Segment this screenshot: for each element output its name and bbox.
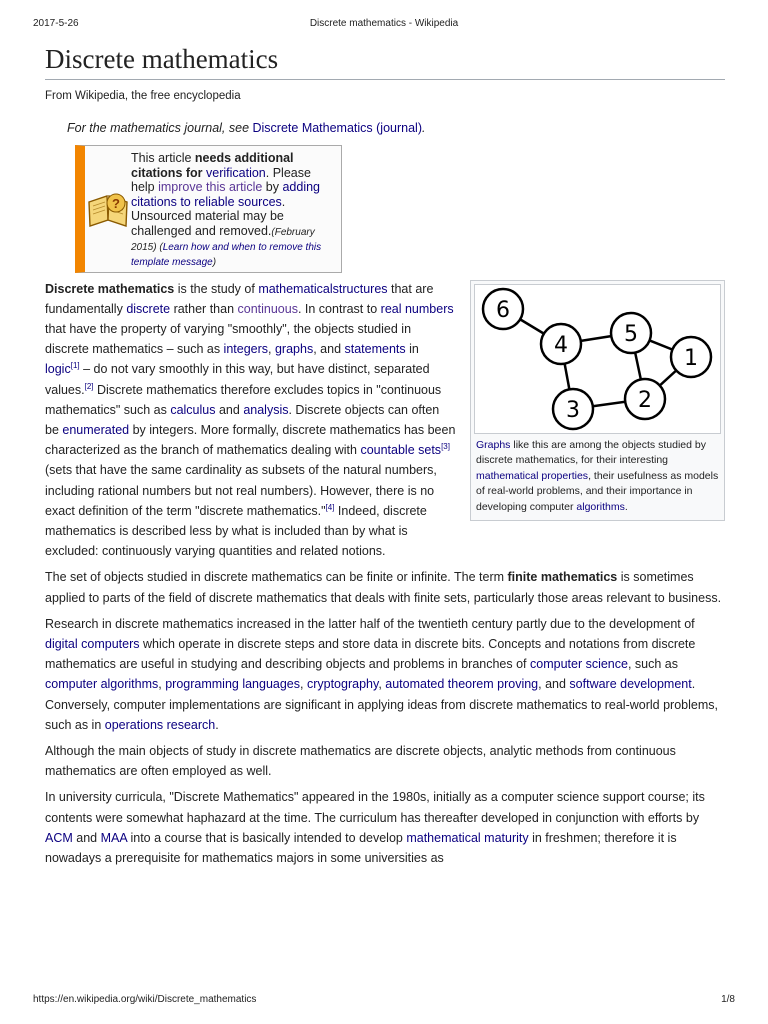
link-analysis[interactable]: analysis bbox=[243, 402, 289, 417]
link-real-numbers[interactable]: real numbers bbox=[380, 301, 454, 316]
link-statements[interactable]: statements bbox=[344, 342, 406, 357]
graph-image bbox=[474, 284, 721, 434]
paragraph-finite bbox=[45, 567, 725, 607]
ref-2[interactable]: [2] bbox=[84, 381, 94, 391]
print-date: 2017-5-26 bbox=[33, 18, 79, 29]
notice-paren: ( bbox=[156, 241, 163, 253]
paragraph-curricula bbox=[45, 787, 725, 868]
text: – do not vary smoothly in this way, but have distinct, separated values. bbox=[45, 362, 430, 397]
notice-paren-close: ) bbox=[212, 256, 217, 268]
text: In university curricula, "Discrete Mathematics" appeared in the 1980s, initially as a computer science support course; its contents were somewhat haphazard at the time. The curriculum has thereafter developed in conjunction with efforts by bbox=[45, 790, 705, 825]
remove-template-link[interactable]: Learn how and when to remove this template message bbox=[131, 241, 322, 268]
link-software-development[interactable]: software development bbox=[569, 677, 692, 692]
book-question-icon bbox=[85, 151, 131, 269]
text: rather than bbox=[170, 301, 238, 316]
node-label-2: 2 bbox=[638, 387, 652, 413]
verification-link[interactable]: verification bbox=[206, 165, 266, 180]
ref-4[interactable]: [4] bbox=[325, 502, 335, 512]
hatnote-suffix: . bbox=[422, 121, 426, 135]
adding-citations-link[interactable]: adding citations to reliable sources bbox=[131, 180, 321, 209]
text: , and bbox=[538, 677, 570, 692]
node-label-1: 1 bbox=[684, 345, 698, 371]
text: Discrete mathematics therefore excludes topics in "continuous mathematics" such as bbox=[45, 382, 442, 417]
link-mathematical-structures[interactable]: mathematicalstructures bbox=[258, 281, 388, 296]
print-footer bbox=[33, 994, 735, 1005]
text: . Conversely, computer implementations are significant in applying ideas from discrete mathematics to real-world problems, such as in bbox=[45, 677, 718, 732]
print-url: https://en.wikipedia.org/wiki/Discrete_mathematics bbox=[33, 994, 257, 1005]
article-body bbox=[45, 279, 725, 869]
node-label-3: 3 bbox=[566, 397, 580, 423]
graph-figure bbox=[470, 280, 725, 522]
text: , bbox=[268, 342, 275, 357]
print-title: Discrete mathematics - Wikipedia bbox=[309, 18, 459, 29]
hatnote-text: For the mathematics journal, see bbox=[67, 121, 253, 135]
link-operations-research[interactable]: operations research bbox=[104, 717, 216, 732]
caption-algorithms-link[interactable]: algorithms bbox=[576, 500, 625, 513]
notice-text-2: . Please help bbox=[131, 165, 311, 194]
text: . Discrete objects can often be bbox=[45, 402, 440, 437]
print-header bbox=[33, 18, 735, 29]
text: Research in discrete mathematics increased in the latter half of the twentieth century partly due to the development of bbox=[45, 616, 695, 631]
tagline: From Wikipedia, the free encyclopedia bbox=[45, 90, 241, 102]
graph-svg bbox=[475, 285, 720, 433]
link-digital-computers[interactable]: digital computers bbox=[45, 636, 140, 651]
notice-text-4: . Unsourced material may be challenged and removed. bbox=[131, 194, 286, 238]
link-maa[interactable]: MAA bbox=[100, 830, 127, 845]
node-label-5: 5 bbox=[624, 321, 638, 347]
print-page-number: 1/8 bbox=[721, 994, 735, 1005]
text: , and bbox=[313, 342, 345, 357]
link-calculus[interactable]: calculus bbox=[170, 402, 216, 417]
ref-1[interactable]: [1] bbox=[70, 361, 80, 371]
text: (sets that have the same cardinality as subsets of the natural numbers, including rational numbers but not real numbers). However, there is no exact definition of the term "discrete mathematics." bbox=[45, 463, 437, 518]
text: in bbox=[405, 342, 419, 357]
link-discrete[interactable]: discrete bbox=[126, 301, 171, 316]
link-integers[interactable]: integers bbox=[223, 342, 269, 357]
article bbox=[45, 40, 725, 874]
text: is the study of bbox=[174, 281, 259, 296]
node-label-4: 4 bbox=[554, 332, 568, 358]
node-label-6: 6 bbox=[496, 297, 510, 323]
ref-3[interactable]: [3] bbox=[441, 441, 450, 451]
link-mathematical-maturity[interactable]: mathematical maturity bbox=[406, 830, 529, 845]
link-logic[interactable]: logic bbox=[45, 362, 71, 377]
term-finite-mathematics: finite mathematics bbox=[507, 570, 618, 585]
text: , bbox=[158, 677, 166, 692]
link-automated-theorem-proving[interactable]: automated theorem proving bbox=[385, 677, 539, 692]
notice-text-3: by bbox=[262, 180, 283, 194]
text: Although the main objects of study in discrete mathematics are discrete objects, analytic methods from continuous mathematics are often employed as well. bbox=[45, 743, 676, 779]
text: by integers. More formally, discrete mathematics has been characterized as the branch of mathematics dealing with bbox=[45, 422, 456, 458]
text: that are fundamentally bbox=[45, 281, 434, 316]
caption-graphs-link[interactable]: Graphs bbox=[476, 438, 511, 451]
notice-text-1: This article bbox=[131, 151, 195, 165]
hatnote bbox=[67, 121, 725, 135]
text: The set of objects studied in discrete mathematics can be finite or infinite. The term bbox=[45, 570, 508, 585]
link-enumerated[interactable]: enumerated bbox=[62, 422, 130, 437]
text: in freshmen; therefore it is nowadays a prerequisite for mathematics majors in some universities as bbox=[45, 830, 677, 865]
text: , bbox=[300, 677, 307, 692]
notice-bold: needs additional citations for bbox=[131, 151, 294, 180]
text: . bbox=[215, 717, 219, 732]
text: . In contrast to bbox=[297, 301, 381, 316]
hatnote-link[interactable]: Discrete Mathematics (journal) bbox=[252, 121, 422, 135]
citation-notice bbox=[75, 145, 342, 273]
link-countable-sets[interactable]: countable sets bbox=[360, 443, 442, 458]
caption-text-1: like this are among the objects studied by discrete mathematics, for their interesting bbox=[476, 438, 706, 466]
text: into a course that is basically intended to develop bbox=[127, 830, 407, 845]
page-title: Discrete mathematics bbox=[45, 40, 725, 80]
link-graphs[interactable]: graphs bbox=[274, 342, 314, 357]
text: , bbox=[378, 677, 386, 692]
link-programming-languages[interactable]: programming languages bbox=[165, 677, 301, 692]
text: which operate in discrete steps and store data in discrete bits. Concepts and notations from discrete mathematics are useful in studying and describing objects and problems in branches of bbox=[45, 636, 696, 672]
term-bold: Discrete mathematics bbox=[45, 281, 175, 296]
text: that have the property of varying "smoothly", the objects studied in discrete mathematics – such as bbox=[45, 321, 412, 357]
paragraph-research bbox=[45, 614, 725, 735]
text: is sometimes applied to parts of the field of discrete mathematics that deals with finite sets, particularly those areas relevant to business. bbox=[45, 570, 722, 605]
text: and bbox=[215, 402, 244, 417]
text: and bbox=[72, 830, 101, 845]
caption-properties-link[interactable]: mathematical properties bbox=[476, 469, 589, 482]
svg-text:?: ? bbox=[112, 195, 120, 211]
figure-caption bbox=[474, 434, 721, 518]
text: Indeed, discrete mathematics is described less by what is included than by what is excluded: continuously varying quantities and related notions. bbox=[45, 503, 427, 559]
link-acm[interactable]: ACM bbox=[45, 830, 73, 845]
text: , such as bbox=[627, 657, 678, 672]
link-computer-algorithms[interactable]: computer algorithms bbox=[45, 677, 159, 692]
improve-article-link[interactable]: improve this article bbox=[158, 180, 263, 194]
caption-text-2: , their usefulness as models of real-world problems, and their importance in developing computer bbox=[476, 469, 719, 513]
link-continuous[interactable]: continuous bbox=[237, 301, 298, 316]
notice-date: (February 2015) bbox=[131, 226, 315, 253]
caption-text-3: . bbox=[624, 500, 628, 513]
citation-notice-text bbox=[131, 151, 341, 269]
paragraph-analytic bbox=[45, 741, 725, 781]
link-cryptography[interactable]: cryptography bbox=[306, 677, 379, 692]
link-computer-science[interactable]: computer science bbox=[530, 657, 628, 672]
